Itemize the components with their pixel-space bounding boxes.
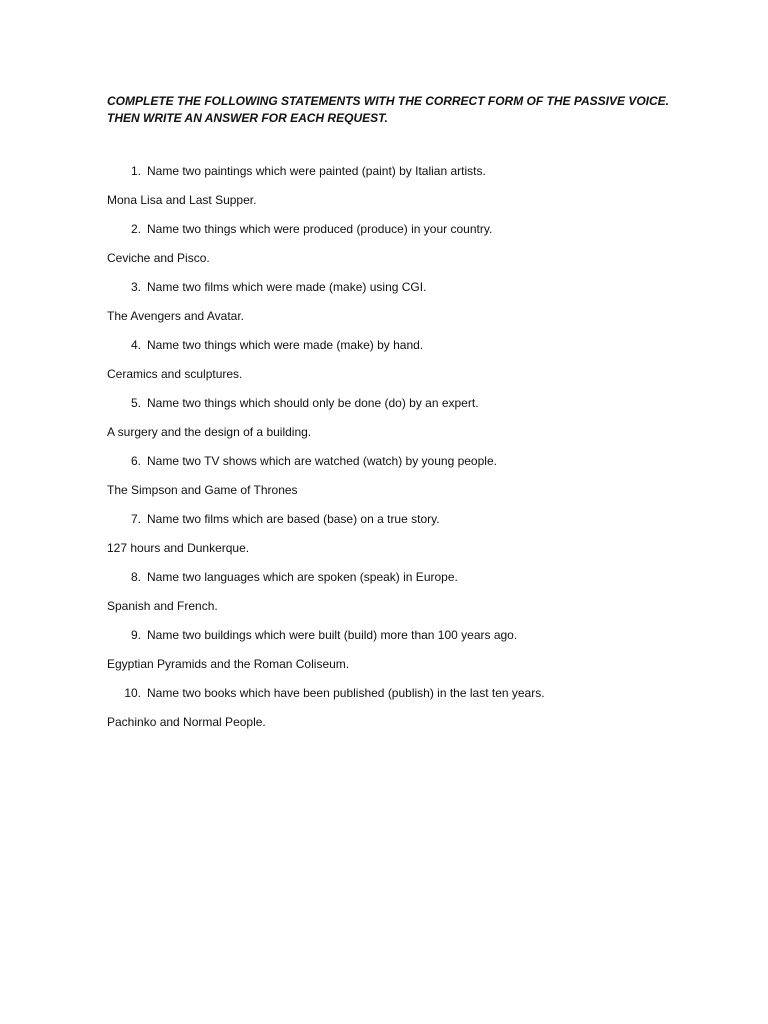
question-answer-list <box>0 156 768 736</box>
list-item <box>0 620 768 678</box>
list-item <box>0 678 768 736</box>
question-1 <box>0 156 768 185</box>
instructions-heading <box>107 93 707 127</box>
answer-9: Egyptian Pyramids and the Roman Coliseum. <box>107 656 350 671</box>
question-text: Name two TV shows which are watched (watch) by young people. <box>147 453 497 468</box>
question-text: Name two books which have been published (publish) in the last ten years. <box>147 685 545 700</box>
question-10 <box>0 678 768 707</box>
question-number: 10. <box>124 685 141 700</box>
answer-5: A surgery and the design of a building. <box>107 424 312 439</box>
question-number: 9. <box>130 627 141 642</box>
question-text: Name two languages which are spoken (speak) in Europe. <box>147 569 458 584</box>
list-item <box>0 446 768 504</box>
question-text: Name two buildings which were built (build) more than 100 years ago. <box>147 627 518 642</box>
answer-7: 127 hours and Dunkerque. <box>107 540 250 555</box>
question-text: Name two things which were made (make) by hand. <box>147 337 424 352</box>
list-item <box>0 214 768 272</box>
list-item <box>0 562 768 620</box>
answer-8: Spanish and French. <box>107 598 218 613</box>
question-3 <box>0 272 768 301</box>
question-number: 1. <box>130 163 141 178</box>
question-7 <box>0 504 768 533</box>
list-item <box>0 388 768 446</box>
question-4 <box>0 330 768 359</box>
answer-6: The Simpson and Game of Thrones <box>107 482 298 497</box>
question-number: 2. <box>130 221 141 236</box>
question-number: 8. <box>130 569 141 584</box>
question-number: 5. <box>130 395 141 410</box>
question-text: Name two things which were produced (produce) in your country. <box>147 221 493 236</box>
answer-10: Pachinko and Normal People. <box>107 714 266 729</box>
question-text: Name two films which were made (make) using CGI. <box>147 279 427 294</box>
question-2 <box>0 214 768 243</box>
list-item <box>0 330 768 388</box>
instructions-line-1: COMPLETE THE FOLLOWING STATEMENTS WITH THE CORRECT FORM OF THE PASSIVE VOICE. <box>107 94 669 108</box>
instructions-line-2: THEN WRITE AN ANSWER FOR EACH REQUEST. <box>107 111 388 125</box>
list-item <box>0 272 768 330</box>
question-number: 7. <box>130 511 141 526</box>
question-number: 6. <box>130 453 141 468</box>
answer-4: Ceramics and sculptures. <box>107 366 243 381</box>
question-text: Name two paintings which were painted (paint) by Italian artists. <box>147 163 486 178</box>
question-5 <box>0 388 768 417</box>
question-text: Name two films which are based (base) on a true story. <box>147 511 440 526</box>
answer-3: The Avengers and Avatar. <box>107 308 244 323</box>
answer-1: Mona Lisa and Last Supper. <box>107 192 257 207</box>
question-8 <box>0 562 768 591</box>
list-item <box>0 156 768 214</box>
question-number: 3. <box>130 279 141 294</box>
question-6 <box>0 446 768 475</box>
question-number: 4. <box>130 337 141 352</box>
list-item <box>0 504 768 562</box>
question-9 <box>0 620 768 649</box>
question-text: Name two things which should only be done (do) by an expert. <box>147 395 479 410</box>
answer-2: Ceviche and Pisco. <box>107 250 210 265</box>
